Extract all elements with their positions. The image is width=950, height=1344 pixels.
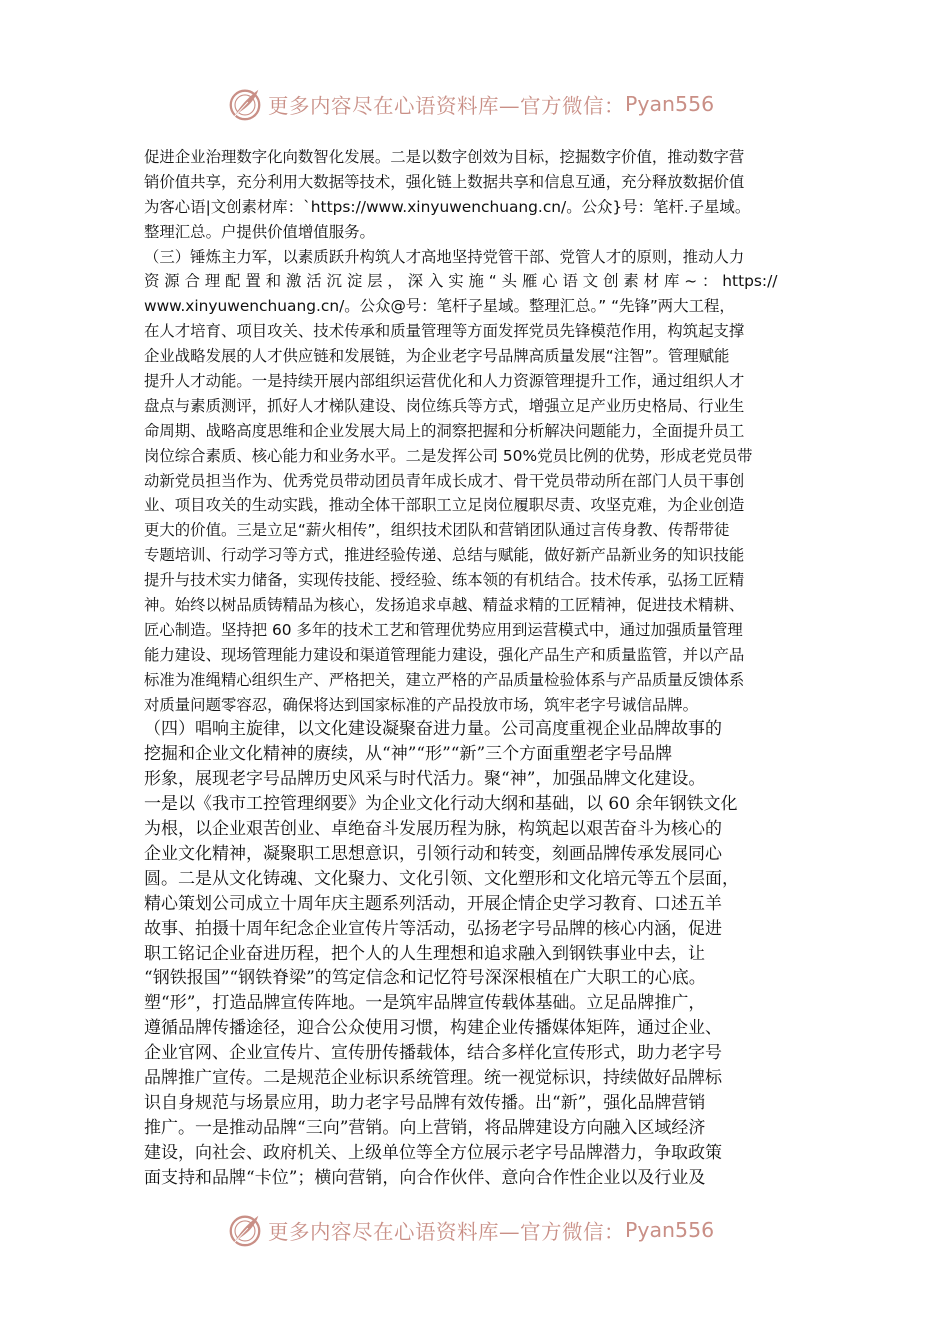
text-line: 塑“形”，打造品牌宣传阵地。一是筑牢品牌宣传载体基础。立足品牌推广，	[144, 993, 706, 1014]
text-line: 专题培训、行动学习等方式，推进经验传递、总结与赋能，做好新产品新业务的知识技能	[144, 546, 745, 565]
footer-watermark-banner	[226, 1210, 726, 1250]
text-line: www.xinyuwenchuang.cn/。公众@号：笔杆子星域。整理汇总。” “先锋”两大工程，	[144, 297, 735, 316]
text-line: 业、项目攻关的生动实践，推动全体干部职工立足岗位履职尽责、攻坚克难，为企业创造	[144, 496, 745, 515]
text-line: 整理汇总。户提供价值增值服务。	[144, 222, 375, 241]
text-line: 能力建设、现场管理能力建设和渠道管理能力建设，强化产品生产和质量监管，并以产品	[144, 645, 745, 664]
text-line: 形象，展现老字号品牌历史风采与时代活力。聚“神”，加强品牌文化建设。	[144, 769, 706, 790]
text-line: 品牌推广宣传。二是规范企业标识系统管理。统一视觉标识，持续做好品牌标	[144, 1067, 722, 1088]
watermark-text: 更多内容尽在心语资料库—官方微信：	[268, 1220, 625, 1244]
text-line: 企业文化精神，凝聚职工思想意识，引领行动和转变，刻画品牌传承发展同心	[144, 843, 722, 864]
watermark-text: 更多内容尽在心语资料库—官方微信：	[268, 94, 625, 118]
text-line: 销价值共享，充分利用大数据等技术，强化链上数据共享和信息互通，充分释放数据价值	[144, 172, 745, 191]
text-line: 标准为准绳精心组织生产、严格把关，建立严格的产品质量检验体系与产品质量反馈体系	[144, 670, 745, 689]
text-line: 为根，以企业艰苦创业、卓绝奋斗发展历程为脉，构筑起以艰苦奋斗为核心的	[144, 819, 722, 840]
wechat-id: Pyan556	[625, 1218, 715, 1242]
text-line: 圆。二是从文化铸魂、文化聚力、文化引领、文化塑形和文化培元等五个层面，	[144, 868, 739, 889]
text-line: 建设，向社会、政府机关、上级单位等全方位展示老字号品牌潜力，争取政策	[144, 1142, 722, 1163]
text-line: 更大的价值。三是立足“薪火相传”，组织技术团队和营销团队通过言传身教、传帮带徒	[144, 521, 730, 540]
text-line: 岗位综合素质、核心能力和业务水平。二是发挥公司 50%党员比例的优势，形成老党员带	[144, 446, 753, 465]
text-line: 命周期、战略高度思维和企业发展大局上的洞察把握和分析解决问题能力，全面提升员工	[144, 421, 745, 440]
text-line: （三）锤炼主力军，以素质跃升构筑人才高地坚持党管干部、党管人才的原则，推动人力	[144, 247, 745, 266]
text-line: 精心策划公司成立十周年庆主题系列活动，开展企情企史学习教育、口述五羊	[144, 893, 722, 914]
text-line: 神。始终以树品质铸精品为核心，发扬追求卓越、精益求精的工匠精神，促进技术精耕、	[144, 596, 745, 615]
text-line: 提升人才动能。一是持续开展内部组织运营优化和人力资源管理提升工作，通过组织人才	[144, 372, 745, 391]
document-body	[144, 145, 824, 1190]
text-line: 为客心语|文创素材库：`https://www.xinyuwenchuang.cn/。公众}号：笔杆.子星域。	[144, 197, 751, 216]
text-line: 资 源 合 理 配 置 和 激 活 沉 淀 层 ， 深 入 实 施 “ 头 雁 心 语 文 创 素 材 库 ~ ： https://	[144, 272, 778, 291]
text-line: 提升与技术实力储备，实现传技能、授经验、练本领的有机结合。技术传承，弘扬工匠精	[144, 571, 745, 590]
text-line: （四）唱响主旋律，以文化建设凝聚奋进力量。公司高度重视企业品牌故事的	[144, 719, 722, 740]
section-four-paragraph	[144, 717, 824, 1190]
text-line: 在人才培育、项目攻关、技术传承和质量管理等方面发挥党员先锋模范作用，构筑起支撑	[144, 322, 745, 341]
text-line: 挖掘和企业文化精神的赓续，从“神”“形”“新”三个方面重塑老字号品牌	[144, 744, 673, 765]
text-line: 职工铭记企业奋进历程，把个人的人生理想和追求融入到钢铁事业中去，让	[144, 943, 705, 964]
text-line: 遵循品牌传播途径，迎合公众使用习惯，构建企业传播媒体矩阵，通过企业、	[144, 1018, 722, 1039]
text-line: 面支持和品牌“卡位”；横向营销，向合作伙伴、意向合作性企业以及行业及	[144, 1167, 706, 1188]
feather-logo-icon	[226, 85, 264, 123]
wechat-id: Pyan556	[625, 92, 715, 116]
text-line: 动新党员担当作为、优秀党员带动团员青年成长成才、骨干党员带动所在部门人员干事创	[144, 471, 745, 490]
text-line: 故事、拍摄十周年纪念企业宣传片等活动，弘扬老字号品牌的核心内涵，促进	[144, 918, 722, 939]
text-line: 企业战略发展的人才供应链和发展链，为企业老字号品牌高质量发展“注智”。管理赋能	[144, 347, 730, 366]
text-line: 推广。一是推动品牌“三向”营销。向上营销，将品牌建设方向融入区域经济	[144, 1117, 706, 1138]
text-line: 一是以《我市工控管理纲要》为企业文化行动大纲和基础，以 60 余年钢铁文化	[144, 794, 738, 815]
text-line: “钢铁报国”“钢铁脊梁”的笃定信念和记忆符号深深根植在广大职工的心底。	[144, 968, 706, 989]
text-line: 匠心制造。坚持把 60 多年的技术工艺和管理优势应用到运营模式中，通过加强质量管理	[144, 620, 743, 639]
text-line: 企业官网、企业宣传片、宣传册传播载体，结合多样化宣传形式，助力老字号	[144, 1043, 722, 1064]
text-line: 促进企业治理数字化向数智化发展。二是以数字创效为目标，挖掘数字价值，推动数字营	[144, 148, 745, 166]
header-watermark-banner	[226, 84, 726, 124]
text-line: 对质量问题零容忍，确保将达到国家标准的产品投放市场，筑牢老字号诚信品牌。	[144, 695, 699, 714]
feather-logo-icon	[226, 1211, 264, 1249]
text-line: 盘点与素质测评，抓好人才梯队建设、岗位练兵等方式，增强立足产业历史格局、行业生	[144, 396, 745, 415]
section-three-paragraph	[144, 145, 824, 717]
text-line: 识自身规范与场景应用，助力老字号品牌有效传播。出“新”，强化品牌营销	[144, 1092, 706, 1113]
